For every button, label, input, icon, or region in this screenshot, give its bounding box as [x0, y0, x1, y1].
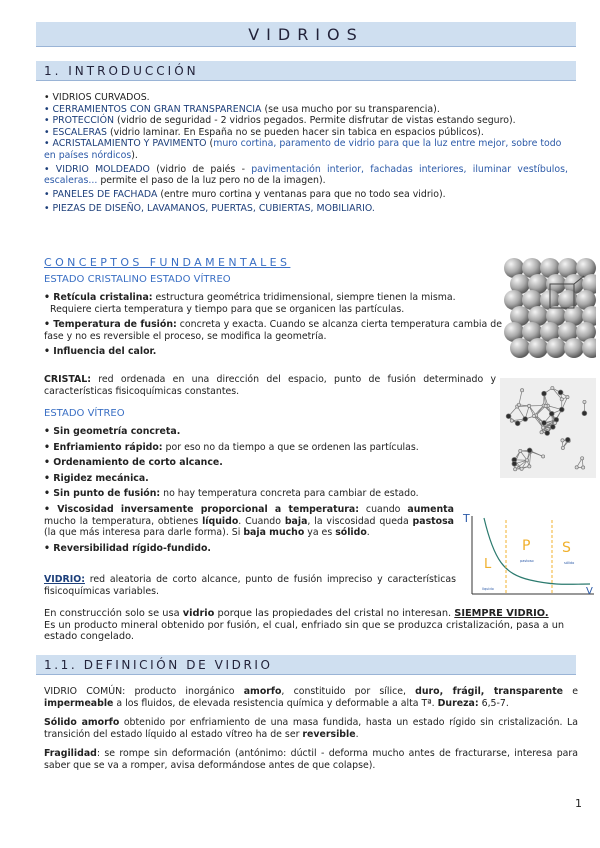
bullet-2: • CERRAMIENTOS CON GRAN TRANSPARENCIA (se usa mucho por su transparencia).: [44, 103, 440, 115]
zone-p: P: [522, 538, 531, 554]
section-heading-introduccion: 1. INTRODUCCIÓN: [36, 61, 576, 81]
crystal-lattice-illustration: [504, 258, 596, 362]
v-bullet-5: • Sin punto de fusión: no hay temperatura concreta para cambiar de estado.: [44, 488, 419, 500]
atom: [506, 414, 511, 419]
atom: [582, 411, 587, 416]
solido-amorfo-paragraph: Sólido amorfo obtenido por enfriamiento de una masa fundida, hasta un estado rígido sin cristalización. La transición del estado líquido al estado vítreo ha de ser reversible.: [44, 717, 578, 740]
atom: [545, 431, 550, 436]
atom: [565, 437, 570, 442]
cristal-definition: CRISTAL: red ordenada en una dirección del espacio, punto de fusión determinado y características fisicoquímicas constantes.: [44, 374, 496, 397]
intro-bullets: [44, 92, 568, 215]
calor-bullet: • Influencia del calor.: [44, 346, 157, 358]
atom: [575, 466, 578, 469]
viscosity-curve: [484, 518, 590, 584]
sphere: [564, 338, 584, 358]
atom: [542, 391, 547, 396]
vitreo-bullets: [44, 426, 454, 554]
reticula-bullet: • Retícula cristalina: estructura geométrica tridimensional, siempre tienen la misma.: [44, 292, 456, 303]
atom: [528, 465, 531, 468]
axis-label-t: T: [463, 512, 470, 525]
construccion-text: En construcción solo se usa vidrio porque las propiedades del cristal no interesan. SIEMPRE VIDRIO. Es un producto mineral obtenido por fusión, el cual, enfriado sin que se produzca cristalización, pasa a un estado congelado.: [44, 608, 565, 643]
atom: [532, 414, 535, 417]
sphere: [510, 338, 530, 358]
bullet-5: • ACRISTALAMIENTO Y PAVIMENTO (muro cortina, paramento de vidrio para que la luz entre mejor, sobre todo en países nórdicos).: [44, 138, 562, 161]
atom: [544, 404, 547, 407]
label-pastoso: pastoso: [520, 559, 534, 563]
atom: [561, 446, 564, 449]
vidrio-definition: VIDRIO: red aleatoria de corto alcance, punto de fusión impreciso y características fisicoquímicas variables.: [44, 574, 456, 597]
fusion-bullet: • Temperatura de fusión: concreta y exacta. Cuando se alcanza cierta temperatura cambia de fase y no es reversible el proceso, se modifica la geometría.: [44, 319, 502, 342]
concepts-heading: CONCEPTOS FUNDAMENTALES: [44, 256, 291, 269]
atom: [542, 455, 545, 458]
atom: [581, 457, 584, 460]
atom: [527, 448, 532, 453]
atom: [566, 395, 569, 398]
atom: [541, 426, 544, 429]
definition-body: [44, 686, 578, 772]
atom: [558, 390, 563, 395]
atom: [542, 421, 547, 426]
atom: [559, 407, 564, 412]
atom: [514, 468, 517, 471]
sphere: [528, 338, 548, 358]
atom: [549, 411, 554, 416]
label-liquido: líquido: [482, 587, 494, 591]
page-title: VIDRIOS: [36, 22, 576, 47]
atom: [517, 403, 520, 406]
atom: [515, 421, 520, 426]
atom: [520, 467, 523, 470]
page-number: 1: [575, 797, 582, 810]
v-bullet-2: • Enfriamiento rápido: por eso no da tiempo a que se ordenen las partículas.: [44, 441, 419, 453]
atom: [561, 439, 564, 442]
v-bullet-3: • Ordenamiento de corto alcance.: [44, 457, 223, 469]
bullet-1: • VIDRIOS CURVADOS.: [44, 92, 150, 103]
atom: [560, 398, 563, 401]
v-bullet-1: • Sin geometría concreta.: [44, 426, 181, 437]
v-bullet-4: • Rigidez mecánica.: [44, 472, 149, 484]
zone-l: L: [484, 557, 492, 572]
atom: [540, 431, 543, 434]
bullet-4: • ESCALERAS (vidrio laminar. En España no se pueden hacer sin tabica en espacios públicos).: [44, 126, 484, 138]
axis-label-v: V: [586, 586, 593, 597]
crystal-bullets: [44, 292, 502, 358]
atom: [550, 425, 555, 430]
atom: [519, 449, 522, 452]
sphere: [546, 338, 566, 358]
zone-s: S: [562, 540, 571, 556]
atom: [510, 419, 513, 422]
atom: [551, 386, 554, 389]
label-solido: sólido: [564, 561, 575, 565]
atom: [528, 404, 531, 407]
glass-network-illustration: [500, 378, 596, 478]
atom: [520, 389, 523, 392]
reticula-cont: Requiere cierta temperatura y tiempo para que se organicen las partículas.: [50, 303, 405, 315]
atom: [523, 417, 528, 422]
atom: [582, 466, 585, 469]
bullet-6: • VIDRIO MOLDEADO (vidrio de paiés - pavimentación interior, fachadas interiores, iluminar vestíbulos, escaleras... permite el paso de la luz pero no de la imagen).: [44, 163, 568, 187]
viscosity-temperature-chart: [460, 510, 598, 602]
fragilidad-paragraph: Fragilidad: se rompe sin deformación (antónimo: dúctil - deforma mucho antes de fracturarse, interesa para saber que se va a romper, avisa deformándose antes de que colapse).: [44, 748, 578, 771]
bullet-8: • PIEZAS DE DISEÑO, LAVAMANOS, PUERTAS, CUBIERTAS, MOBILIARIO.: [44, 203, 375, 215]
bullet-7: • PANELES DE FACHADA (entre muro cortina y ventanas para que no todo sea vidrio).: [44, 188, 446, 200]
v-bullet-7: • Reversibilidad rígido-fundido.: [44, 542, 211, 554]
subheading-estado-vitreo: ESTADO VÍTREO: [44, 408, 125, 419]
atom: [525, 459, 528, 462]
subheading-estado-cristalino: ESTADO CRISTALINO ESTADO VÍTREO: [44, 274, 231, 285]
atom: [553, 421, 556, 424]
v-bullet-6: • Viscosidad inversamente proporcional a temperatura: cuando aumenta mucho la temperatura, obtienes líquido. Cuando baja, la viscosidad queda pastosa (la que más interesa para darle forma). Si baja mucho ya es sólido.: [44, 503, 454, 539]
section-heading-definicion: 1.1. DEFINICIÓN DE VIDRIO: [36, 655, 576, 675]
atom: [583, 400, 586, 403]
bullet-3: • PROTECCIÓN (vidrio de seguridad - 2 vidrios pegados. Permite disfrutar de vistas estando seguro).: [44, 115, 516, 127]
vidrio-comun-paragraph: VIDRIO COMÚN: producto inorgánico amorfo, constituido por sílice, duro, frágil, transparente e impermeable a los fluidos, de elevada resistencia química y deformable a alta Tª. Dureza: 6,5-7.: [44, 686, 578, 709]
atom: [512, 461, 517, 466]
